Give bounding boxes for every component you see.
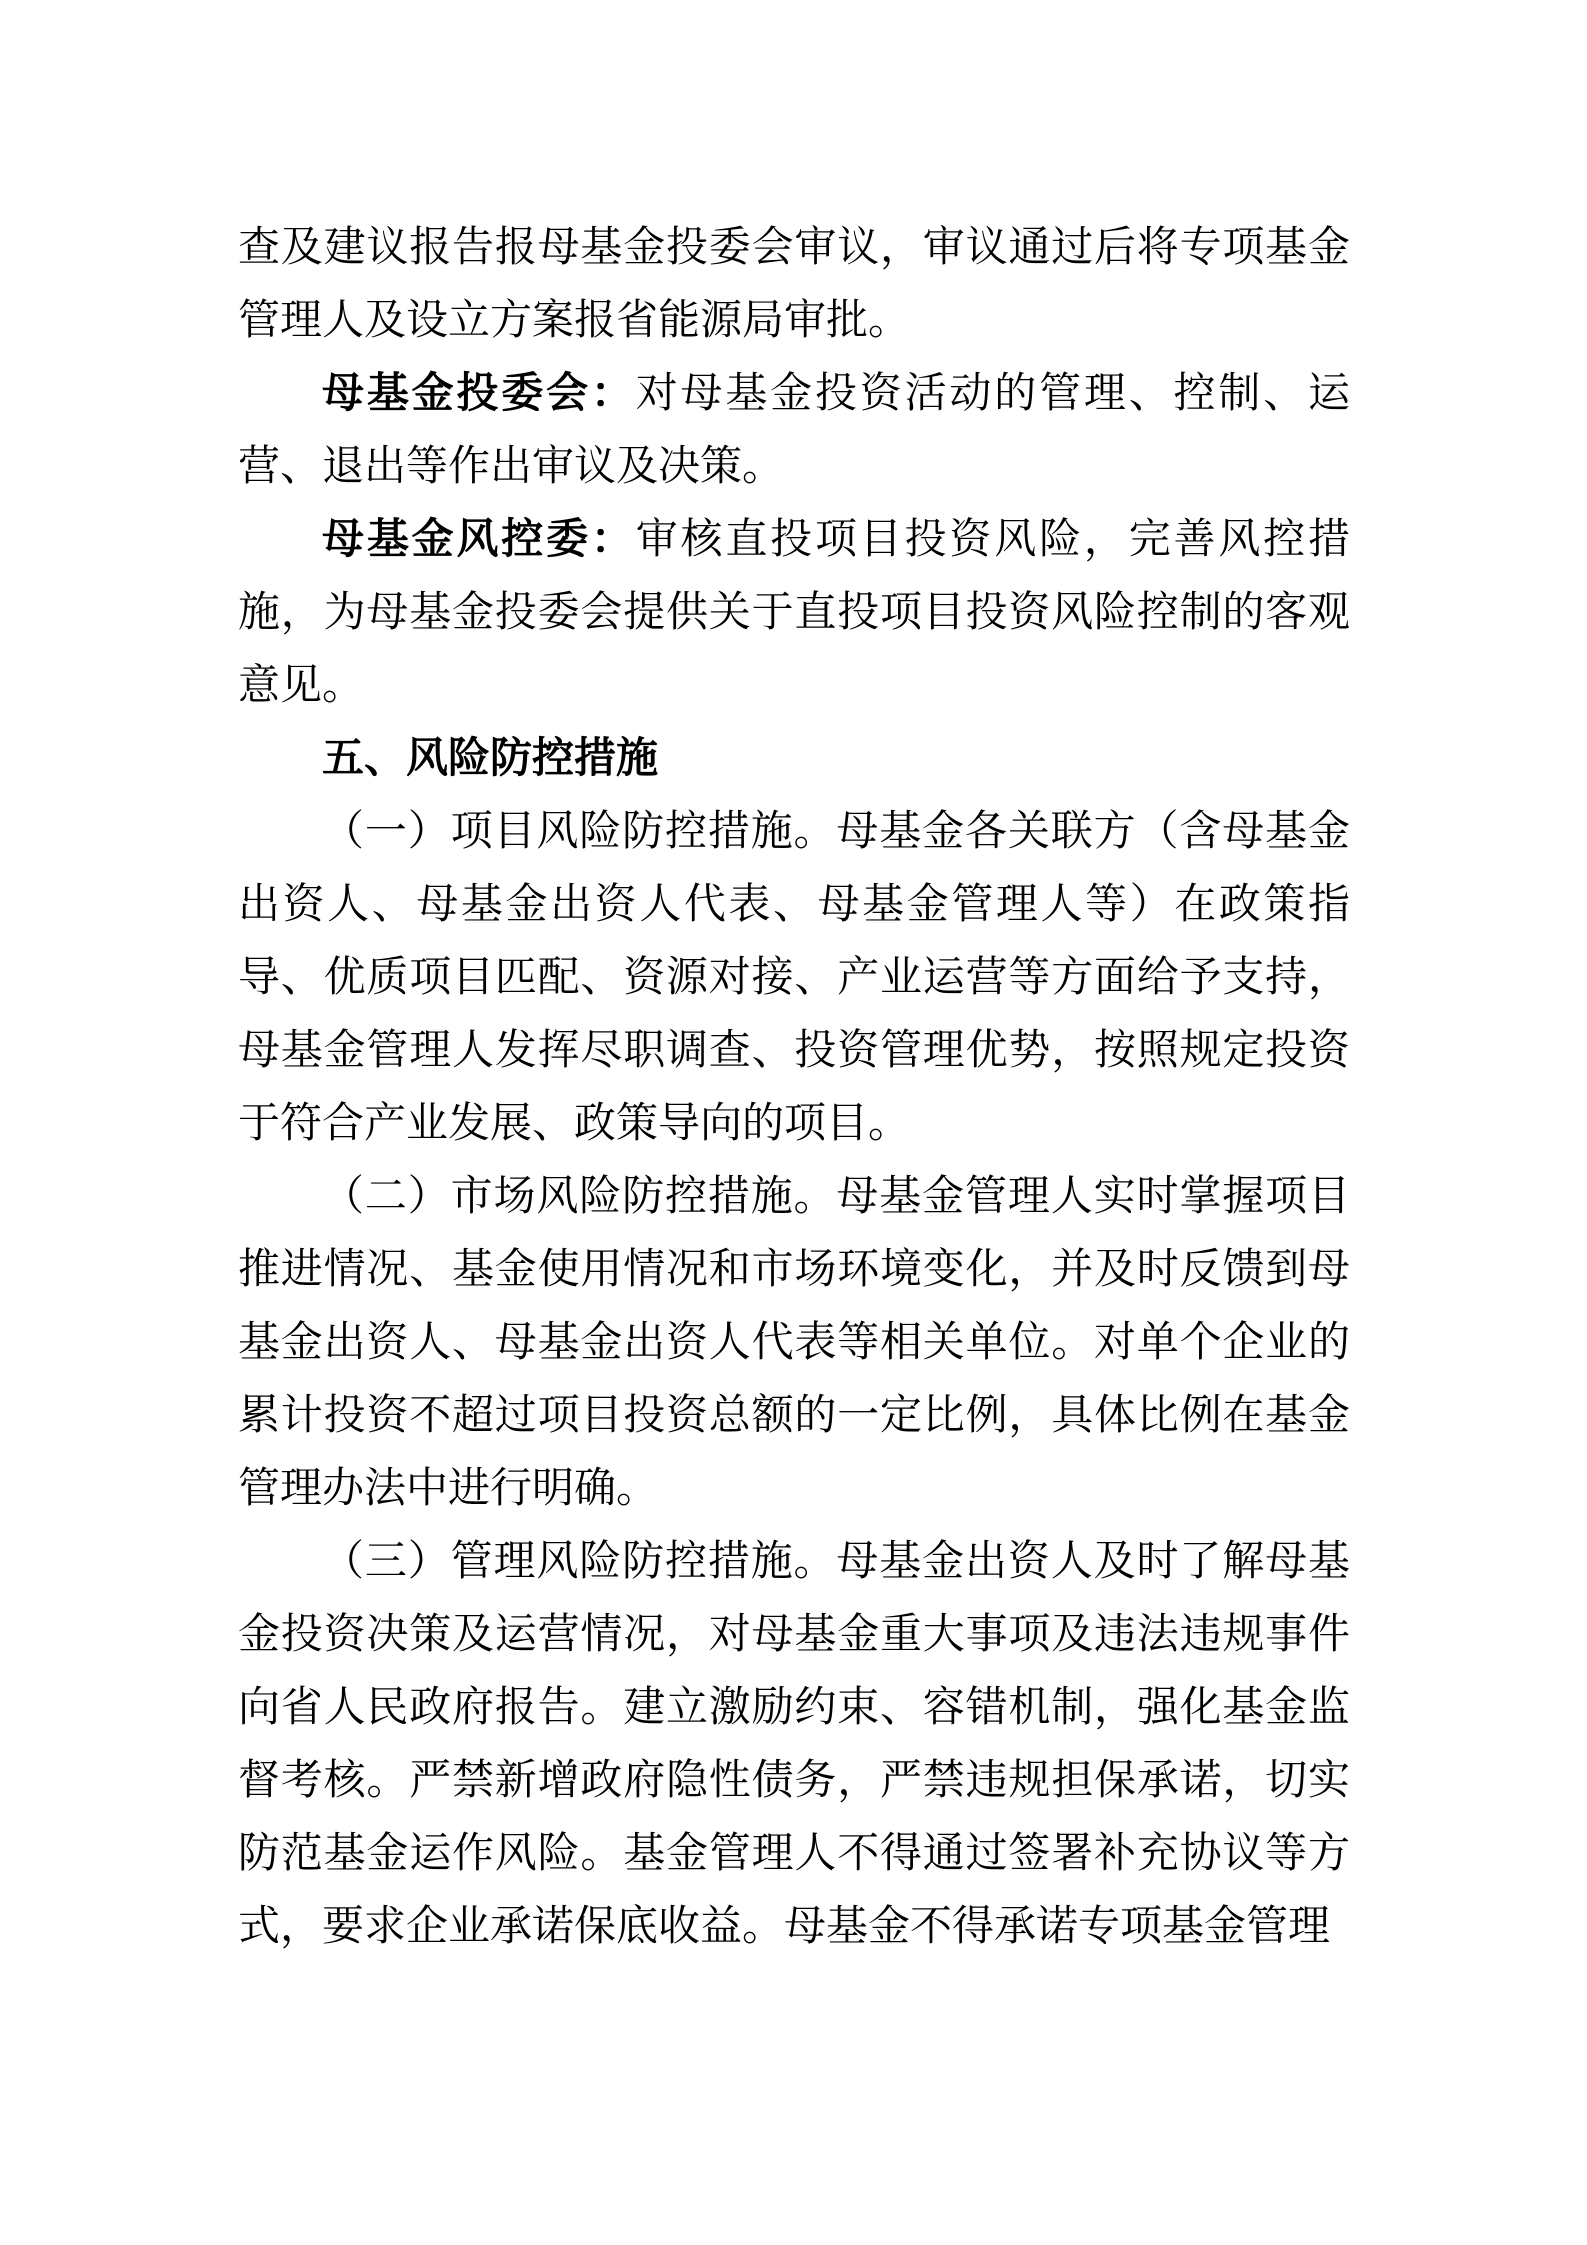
paragraph-item-market-risk: （二）市场风险防控措施。母基金管理人实时掌握项目推进情况、基金使用情况和市场环境变化，并及时反馈到母基金出资人、母基金出资人代表等相关单位。对单个企业的累计投资不超过项目投资总额的一定比例，具体比例在基金管理办法中进行明确。 xyxy=(238,1174,1350,1512)
risk-committee-term: 母基金风控委： xyxy=(322,517,636,563)
risk-committee-description: 审核直投项目投资风险，完善风控措施，为母基金投委会提供关于直投项目投资风险控制的客观意见。 xyxy=(238,517,1350,709)
section-heading: 五、风险防控措施 xyxy=(322,736,659,782)
paragraph-investment-committee xyxy=(238,358,1350,504)
investment-committee-term: 母基金投委会： xyxy=(322,371,636,417)
paragraph-item-management-risk: （三）管理风险防控措施。母基金出资人及时了解母基金投资决策及运营情况，对母基金重大事项及违法违规事件向省人民政府报告。建立激励约束、容错机制，强化基金监督考核。严禁新增政府隐性债务，严禁违规担保承诺，切实防范基金运作风险。基金管理人不得通过签署补充协议等方式，要求企业承诺保底收益。母基金不得承诺专项基金管理 xyxy=(238,1539,1350,1950)
paragraph-item-project-risk: （一）项目风险防控措施。母基金各关联方（含母基金出资人、母基金出资人代表、母基金管理人等）在政策指导、优质项目匹配、资源对接、产业运营等方面给予支持，母基金管理人发挥尽职调查、投资管理优势，按照规定投资于符合产业发展、政策导向的项目。 xyxy=(238,809,1350,1147)
document-body xyxy=(238,212,1350,1964)
investment-committee-description: 对母基金投资活动的管理、控制、运营、退出等作出审议及决策。 xyxy=(238,371,1350,490)
paragraph-continuation: 查及建议报告报母基金投委会审议，审议通过后将专项基金管理人及设立方案报省能源局审批。 xyxy=(238,225,1350,344)
paragraph-risk-committee xyxy=(238,504,1350,723)
